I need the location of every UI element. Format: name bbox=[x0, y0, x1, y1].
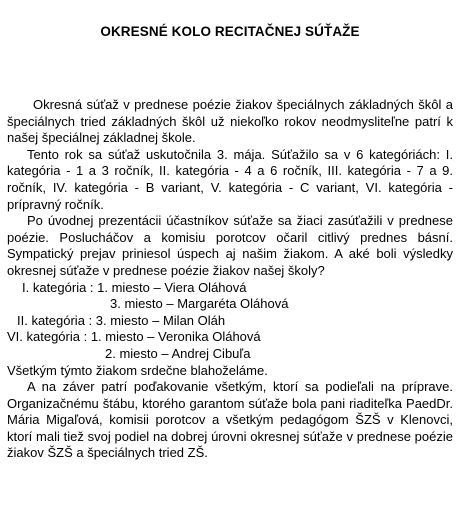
result-item: I. kategória : 1. miesto – Viera Oláhová bbox=[22, 279, 247, 295]
result-item: 3. miesto – Margaréta Oláhová bbox=[110, 296, 289, 312]
result-item: 2. miesto – Andrej Cibuľa bbox=[105, 345, 251, 361]
document-body bbox=[7, 97, 453, 462]
paragraph-intro: Okresná súťaž v prednese poézie žiakov špeciálnych základných škôl a špeciálnych tried základných škôl už niekoľko rokov neodmysliteľne patrí k našej špeciálnej základnej škole. bbox=[7, 97, 453, 146]
result-item: II. kategória : 3. miesto – Milan Oláh bbox=[17, 312, 226, 328]
document-title: OKRESNÉ KOLO RECITAČNEJ SÚŤAŽE bbox=[100, 24, 360, 39]
results-list bbox=[7, 280, 453, 363]
paragraph-date-categories: Tento rok sa súťaž uskutočnila 3. mája. Súťažilo sa v 6 kategóriách: I. kategória - 1 a 3 ročník, II. kategória - 4 a 6 ročník, III. kategória - 7 a 9. ročník, IV. kategória - B variant, V. kategória - C variant, VI. kategória - prípravný ročník. bbox=[7, 146, 453, 212]
paragraph-thanks: A na záver patrí poďakovanie všetkým, ktorí sa podieľali na príprave. Organizačnému štábu, ktorého garantom súťaže bola pani riaditeľka PaedDr. Mária Migaľová, komisii porotcov a všetkým pedagógom ŠZŠ v Klenovci, ktorí mali tiež svoj podiel na dobrej úrovni okresnej súťaže v prednese poézie žiakov ŠZŠ a špeciálnych tried ZŠ. bbox=[7, 379, 453, 461]
result-item: VI. kategória : 1. miesto – Veronika Oláhová bbox=[7, 329, 261, 345]
paragraph-congrats: Všetkým týmto žiakom srdečne blahoželáme. bbox=[7, 362, 268, 378]
paragraph-presentation: Po úvodnej prezentácii účastníkov súťaže sa žiaci zasúťažili v prednese poézie. Poslucháčov a komisiu porotcov očaril citlivý prednes básní. Sympatický prejav priniesol úspech aj našim žiakom. A aké boli výsledky okresnej súťaže v prednese poézie žiakov našej školy? bbox=[7, 213, 453, 278]
